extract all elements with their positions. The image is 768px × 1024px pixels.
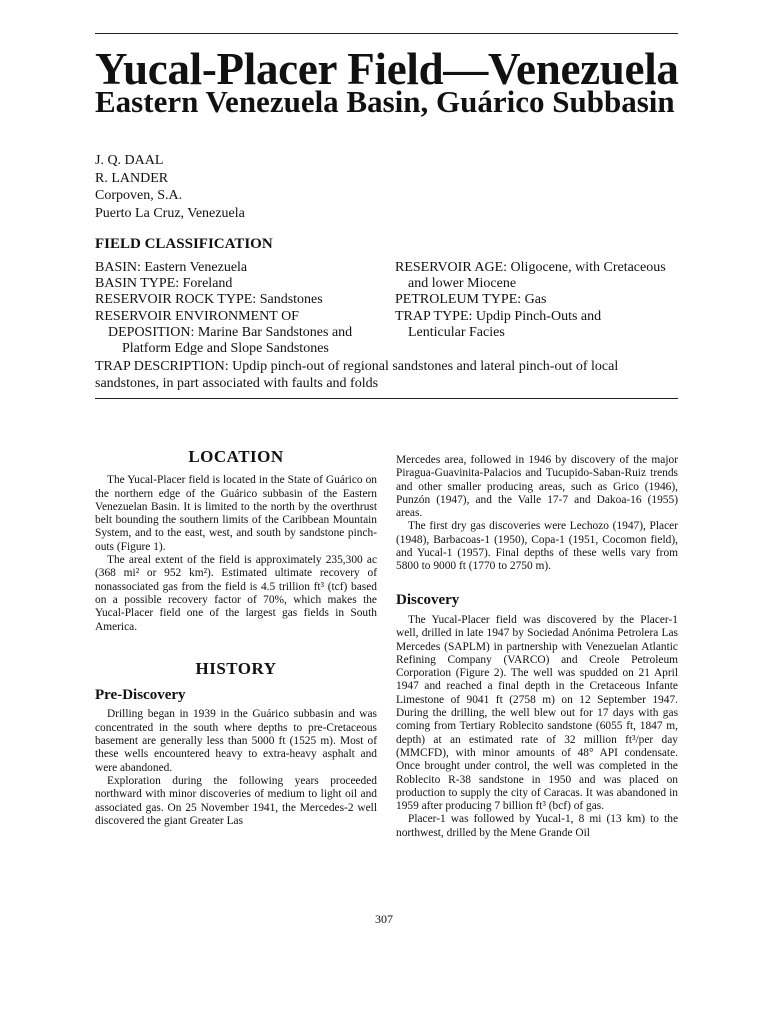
- classification-line: RESERVOIR ENVIRONMENT OF: [95, 308, 299, 324]
- right-column: [396, 454, 678, 840]
- classification-line: PETROLEUM TYPE: Gas: [395, 292, 547, 308]
- author-name: R. LANDER: [95, 170, 169, 186]
- classification-line: BASIN TYPE: Foreland: [95, 276, 233, 292]
- body-paragraph: Placer-1 was followed by Yucal-1, 8 mi (13 km) to the northwest, drilled by the Mene Grande Oil: [396, 813, 678, 839]
- page-number: 307: [375, 912, 393, 926]
- history-heading: HISTORY: [195, 658, 277, 678]
- classification-line: RESERVOIR AGE: Oligocene, with Cretaceous: [395, 260, 666, 275]
- discovery-heading: Discovery: [396, 591, 460, 608]
- top-rule: [95, 33, 678, 34]
- trap-description: TRAP DESCRIPTION: Updip pinch-out of regional sandstones and lateral pinch-out of local sandstones, in part associated with faults and folds: [95, 359, 619, 391]
- author-name: J. Q. DAAL: [95, 153, 164, 168]
- field-classification-heading: FIELD CLASSIFICATION: [95, 236, 273, 252]
- field-classification-left: [95, 260, 395, 357]
- classification-line: Platform Edge and Slope Sandstones: [122, 341, 329, 357]
- author-block: [95, 152, 245, 222]
- author-affiliation: Corpoven, S.A.: [95, 188, 183, 203]
- prediscovery-heading: Pre-Discovery: [95, 687, 186, 704]
- page-subtitle: Eastern Venezuela Basin, Guárico Subbasin: [95, 84, 675, 119]
- classification-line: DEPOSITION: Marine Bar Sandstones and: [108, 324, 353, 340]
- classification-bottom-rule: [95, 398, 678, 399]
- author-location: Puerto La Cruz, Venezuela: [95, 205, 245, 221]
- field-classification-right: [395, 260, 685, 341]
- classification-line: and lower Miocene: [408, 276, 517, 292]
- body-paragraph: The first dry gas discoveries were Lechozo (1947), Placer (1948), Barbacoas-1 (1950), Copa-1 (1951, Cocomon field), and Yucal-1 (1957). Final depths of these wells vary from 5800 to 9000 ft (1770 to 2750 m).: [396, 520, 678, 573]
- classification-line: BASIN: Eastern Venezuela: [95, 260, 248, 275]
- left-column: [95, 447, 377, 828]
- classification-line: Lenticular Facies: [408, 324, 505, 340]
- classification-line: TRAP TYPE: Updip Pinch-Outs and: [395, 308, 602, 324]
- body-paragraph: Exploration during the following years proceeded northward with minor discoveries of medium to light oil and associated gas. On 25 November 1941, the Mercedes-2 well discovered the giant Greater Las: [95, 774, 377, 827]
- body-paragraph: The Yucal-Placer field is located in the State of Guárico on the northern edge of the Guárico subbasin of the Eastern Venezuelan Basin. It is limited to the north by the overthrust belt bounding the southern limits of the Caribbean Mountain System, and to the east, west, and south by sandstone pinch-outs (Figure 1).: [95, 474, 377, 553]
- body-paragraph: The Yucal-Placer field was discovered by the Placer-1 well, drilled in late 1947 by Sociedad Anónima Petrolera Las Mercedes (SAPLM) in partnership with Venezuelan Atlantic Refining Company (VARCO) and Creole Petroleum Corporation (Figure 2). The well was spudded on 21 April 1947 and reached a final depth in the Cretaceous Infante Limestone of 9041 ft (2758 m) on 12 September 1947. During the drilling, the well blew out for 17 days with gas coming from Tertiary Roblecito sandstone (6055 ft, 1847 m, depth) at an estimated rate of 32 million ft³/per day (MMCFD), with minor amounts of 48° API condensate. Once brought under control, the well was completed in the Roblecito R-38 sandstone in 1950 and was placed on production to supply the city of Caracas. It was abandoned in 1959 after producing 7 billion ft³ (bcf) of gas.: [396, 613, 678, 813]
- body-paragraph: The areal extent of the field is approximately 235,300 ac (368 mi² or 952 km²). Estimated ultimate recovery of nonassociated gas from the field is 4.5 trillion ft³ (tcf) based on a possible recovery factor of 70%, which makes the Yucal-Placer field one of the largest gas fields in South America.: [95, 554, 377, 633]
- page-title: Yucal-Placer Field—Venezuela: [95, 44, 679, 94]
- body-paragraph: Mercedes area, followed in 1946 by discovery of the major Piragua-Guavinita-Palacios and Tucupido-Saban-Ruiz trends and other smaller producing areas, such as Grico (1946), Punzón (1947), and the Valle 17-7 and Dakoa-16 (1955) areas.: [396, 454, 678, 520]
- body-paragraph: Drilling began in 1939 in the Guárico subbasin and was concentrated in the south where depths to pre-Cretaceous basement are generally less than 5000 ft (1525 m). Most of these wells encountered heavy to extra-heavy asphalt and were abandoned.: [95, 708, 377, 774]
- classification-line: RESERVOIR ROCK TYPE: Sandstones: [95, 292, 323, 308]
- location-heading: LOCATION: [188, 447, 284, 466]
